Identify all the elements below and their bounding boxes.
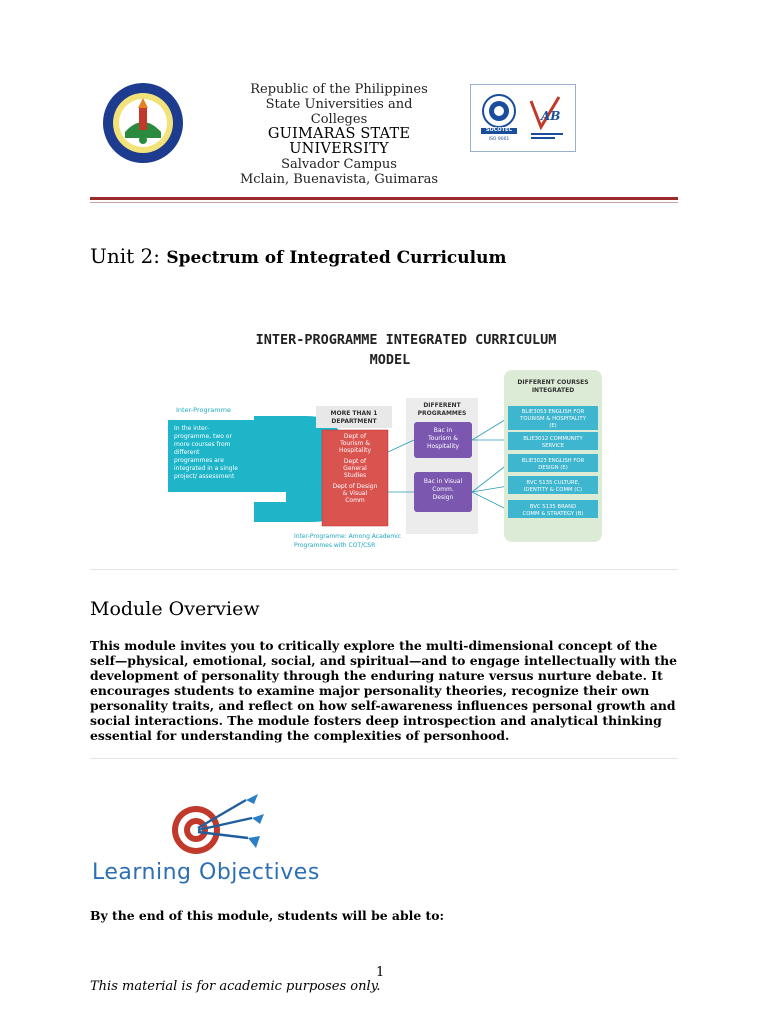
- university-seal: [102, 82, 184, 164]
- diagram-title-line1: INTER-PROGRAMME INTEGRATED CURRICULUM: [255, 332, 557, 348]
- col3-item0-2: (E): [549, 423, 557, 429]
- col1-item0-0: Dept of: [343, 433, 367, 440]
- side-text-4: programmes are: [174, 457, 224, 464]
- unit-prefix: Unit 2:: [90, 244, 160, 268]
- curriculum-model-diagram: [166, 322, 606, 552]
- learning-objectives-label: Learning Objectives: [92, 860, 320, 885]
- col2-item1-0: Bac in Visual: [423, 478, 463, 485]
- section-divider: [90, 569, 678, 570]
- footer-note: This material is for academic purposes only.: [90, 979, 381, 994]
- col1-item2-1: & Visual: [342, 490, 368, 497]
- diagram-caption-1: Programmes with COT/CSR: [294, 542, 376, 549]
- col1-item0-2: Hospitality: [338, 447, 372, 454]
- unit-name: Spectrum of Integrated Curriculum: [166, 248, 507, 268]
- certification-logos: [470, 84, 576, 152]
- col3-item2-0: BLIE3023 ENGLISH FOR: [521, 458, 585, 464]
- university-name: GUIMARAS STATE UNIVERSITY: [267, 126, 411, 157]
- col3-item4-1: COMM & STRATEGY (B): [522, 511, 584, 517]
- col2-item0-2: Hospitality: [426, 443, 460, 450]
- header-line-republic: Republic of the Philippines: [250, 82, 428, 97]
- module-overview-body: This module invites you to critically explore the multi-dimensional concept of the self—physical, emotional, social, and spiritual—and to engage intellectually with the development of personality through the enduring nature versus nurture debate. It encourages students to examine major personality theories, recognize their own personality traits, and reflect on how self-awareness influences personal growth and social interactions. The module fosters deep introspection and analytical thinking essential for understanding the complexities of personhood.: [90, 638, 678, 743]
- col3-item1-0: BLIE3012 COMMUNITY: [523, 436, 583, 442]
- col1-head-1: DEPARTMENT: [331, 418, 377, 425]
- socotec-label: SOCOTEC: [485, 127, 513, 133]
- col3-item3-0: BVC 5135 CULTURE,: [526, 480, 580, 486]
- ab-accreditation-logo: [525, 91, 569, 145]
- col1-item1-0: Dept of: [343, 458, 367, 465]
- col2-bg: [406, 398, 478, 534]
- col2-head-0: DIFFERENT: [423, 402, 461, 409]
- page-number: 1: [376, 965, 385, 980]
- col2-item1-1: Comm.: [432, 486, 454, 493]
- col2-item0-0: Bac in: [433, 427, 453, 434]
- target-icon: [168, 792, 264, 858]
- col1-item1-2: Studies: [343, 472, 367, 479]
- side-text-5: integrated in a single: [174, 465, 238, 472]
- col3-item0-1: TOURISM & HOSPITALITY: [520, 416, 586, 422]
- diagram-side-label: Inter-Programme: [176, 406, 231, 414]
- side-text-1: programme, two or: [174, 433, 232, 440]
- col3-item1-1: SERVICE: [541, 443, 565, 449]
- col2-item1-2: Design: [432, 494, 454, 501]
- col3-item3-1: IDENTITY & COMM (C): [523, 487, 583, 493]
- col2-head-1: PROGRAMMES: [417, 410, 467, 417]
- header-line-suc: State Universities and Colleges: [265, 97, 413, 127]
- diagram-caption-0: Inter-Programme: Among Academic: [294, 533, 402, 540]
- side-text-3: different: [174, 449, 200, 456]
- col3-item4-0: BVC 5135 BRAND: [529, 504, 577, 510]
- section-divider-2: [90, 758, 678, 759]
- side-text-2: more courses from: [174, 441, 231, 448]
- iso-label: ISO 9001: [488, 137, 510, 142]
- objectives-intro: By the end of this module, students will be able to:: [90, 908, 445, 923]
- side-text-0: In the inter-: [174, 425, 209, 432]
- col3-item2-1: DESIGN (E): [538, 465, 568, 471]
- campus-address: Mclain, Buenavista, Guimaras: [239, 172, 439, 187]
- col3-head-0: DIFFERENT COURSES: [517, 379, 589, 386]
- unit-title: [90, 244, 506, 268]
- ab-label: AB: [541, 109, 561, 123]
- socotec-logo: [477, 91, 521, 145]
- col1-head-0: MORE THAN 1: [330, 410, 378, 417]
- diagram-title-line2: MODEL: [369, 352, 411, 368]
- col3-head-1: INTEGRATED: [531, 387, 575, 394]
- col2-item0-1: Tourism &: [428, 435, 458, 442]
- module-overview-heading: Module Overview: [90, 598, 260, 620]
- col1-item0-1: Tourism &: [340, 440, 370, 447]
- col1-item2-2: Comm: [345, 497, 365, 504]
- col1-item1-1: General: [343, 465, 367, 472]
- campus-name: Salvador Campus: [281, 157, 397, 172]
- header-rule: [90, 197, 678, 200]
- side-text-6: project/ assessment: [174, 473, 235, 480]
- col1-item2-0: Dept of Design: [332, 483, 378, 490]
- header-rule-thin: [90, 202, 678, 203]
- institution-header: [236, 82, 442, 187]
- col3-item0-0: BLIE3053 ENGLISH FOR: [521, 409, 585, 415]
